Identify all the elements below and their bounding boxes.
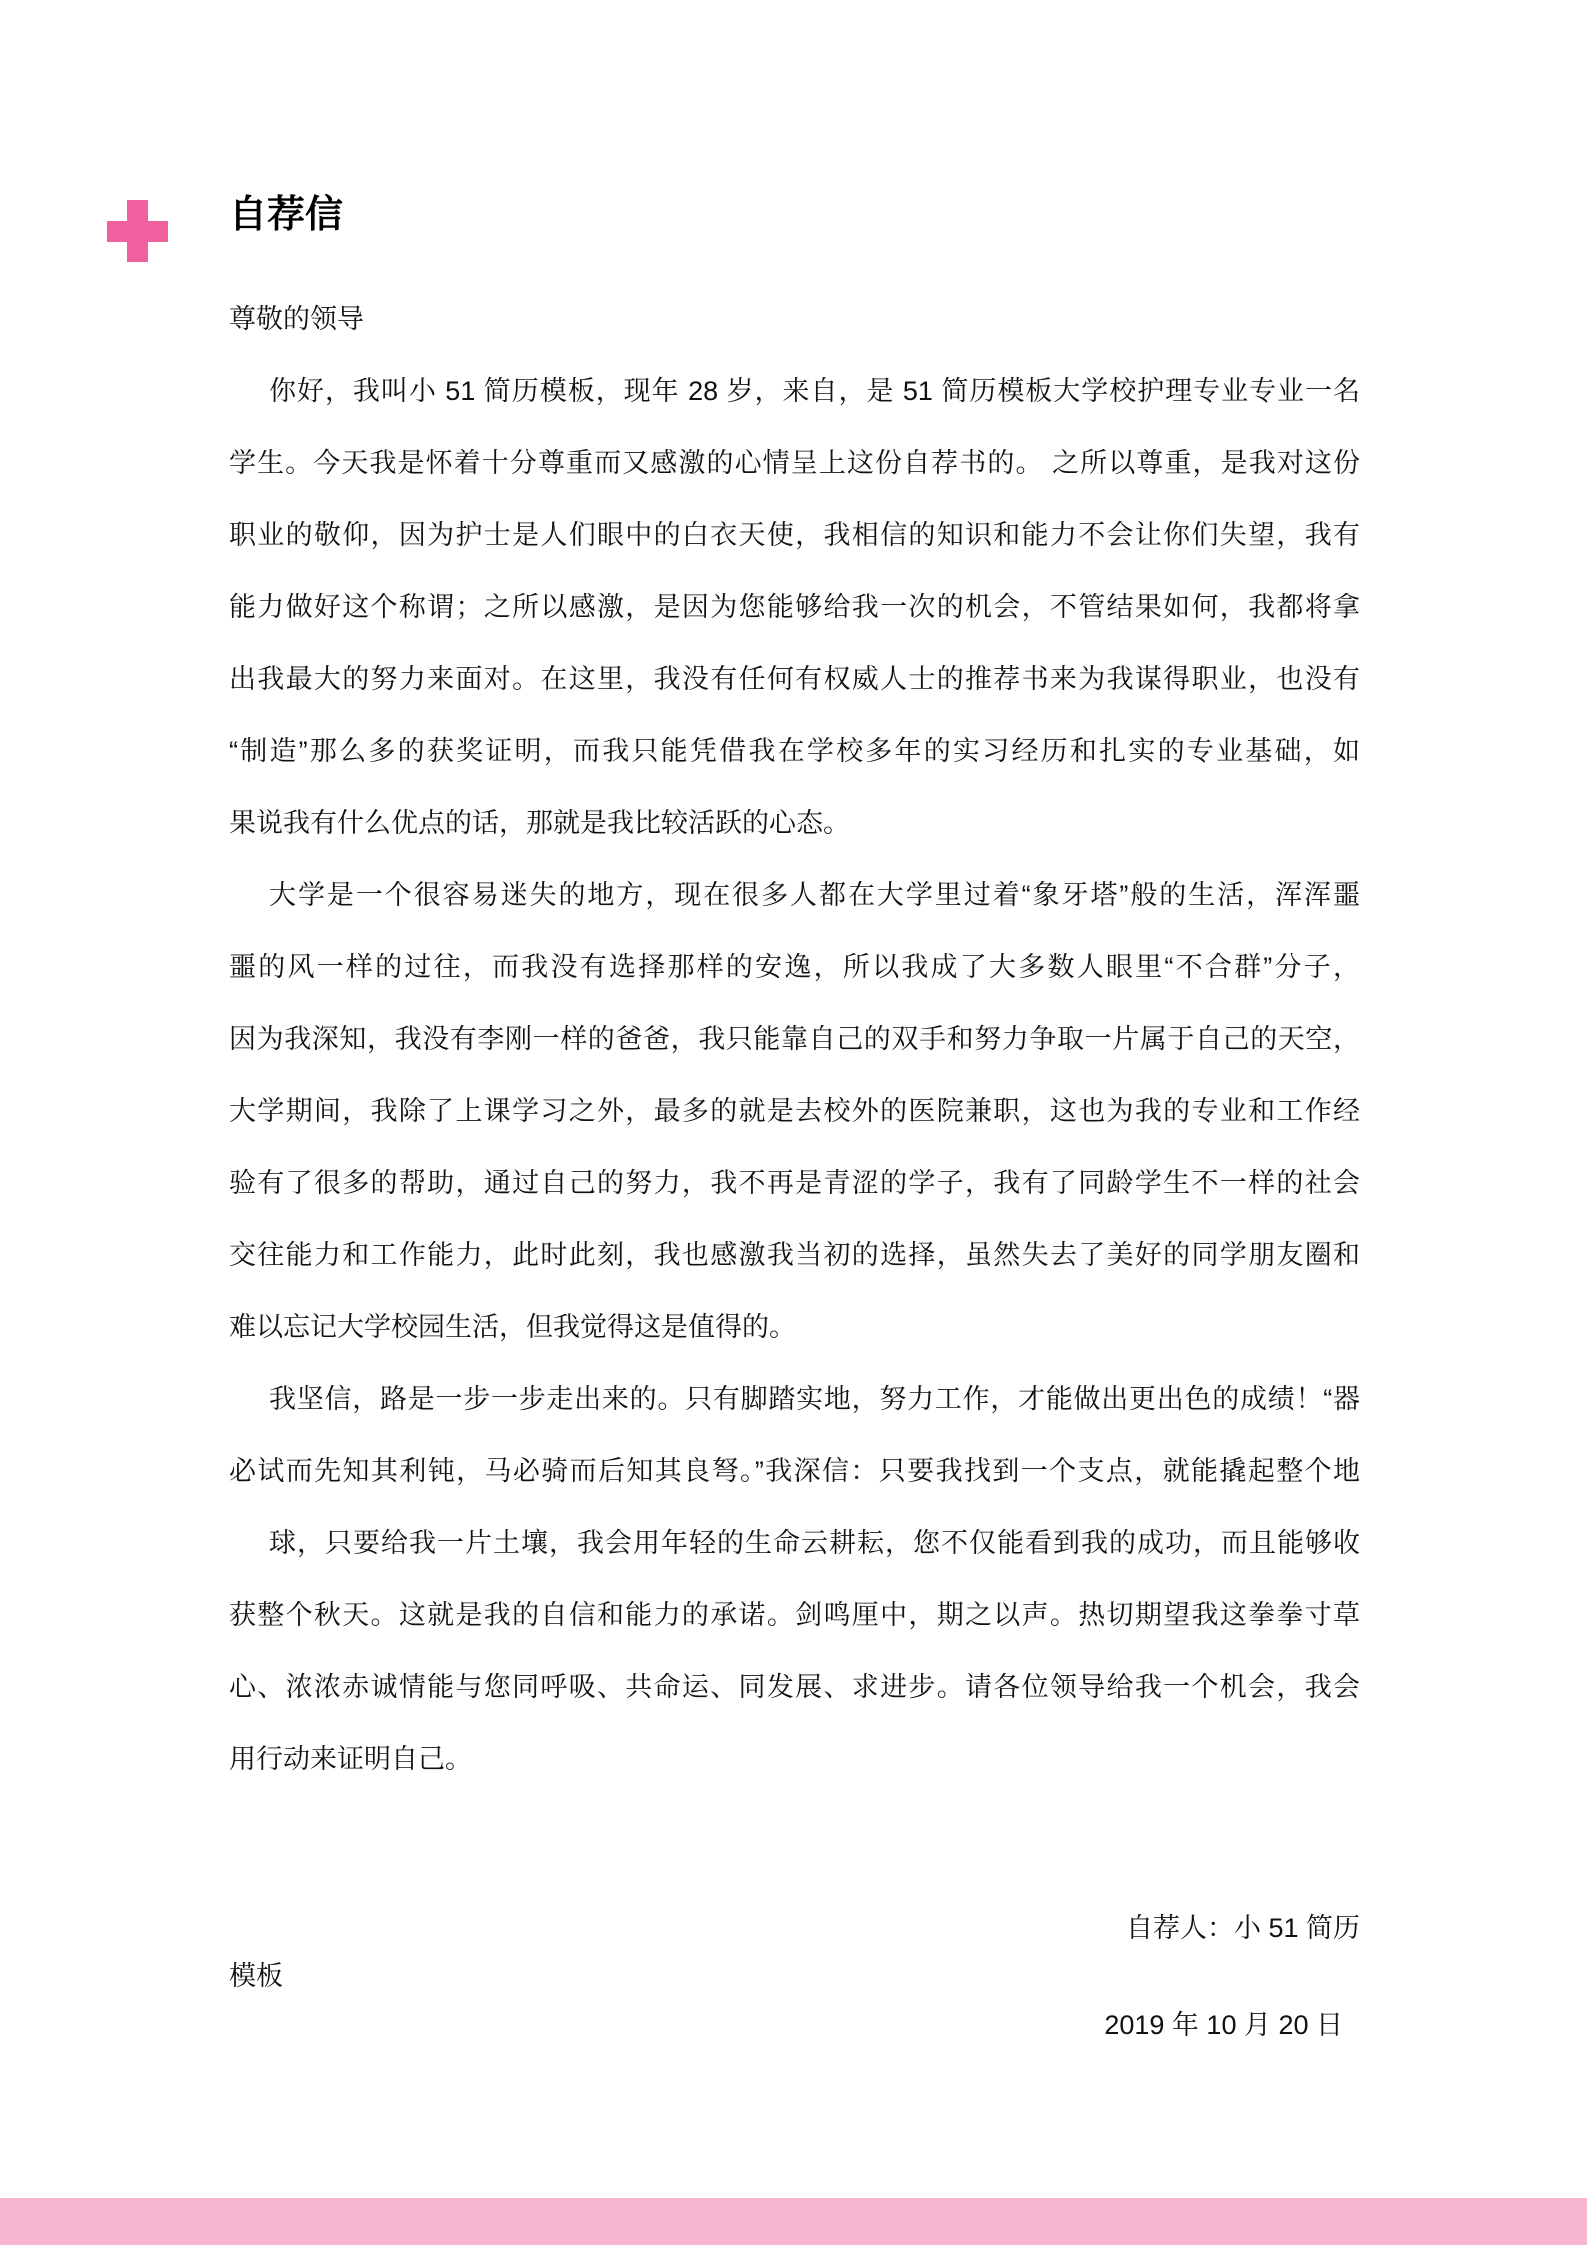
- paragraph-line: 果说我有什么优点的话，那就是我比较活跃的心态。: [229, 808, 850, 838]
- paragraph-line: 大学是一个很容易迷失的地方，现在很多人都在大学里过着“象牙塔”般的生活，浑浑噩: [269, 880, 1360, 910]
- paragraph-line: 球，只要给我一片土壤，我会用年轻的生命云耕耘，您不仅能看到我的成功，而且能够收: [269, 1528, 1360, 1558]
- greeting: 尊敬的领导: [229, 304, 364, 334]
- signature-signer-continuation: 模板: [229, 1961, 283, 1991]
- paragraph-line: 能力做好这个称谓；之所以感激，是因为您能够给我一次的机会，不管结果如何，我都将拿: [229, 592, 1360, 622]
- paragraph-3: [229, 1363, 1360, 1795]
- paragraph-line: 心、浓浓赤诚情能与您同呼吸、共命运、同发展、求进步。请各位领导给我一个机会，我会: [229, 1672, 1360, 1702]
- paragraph-line: 我坚信，路是一步一步走出来的。只有脚踏实地，努力工作，才能做出更出色的成绩！“器: [269, 1384, 1360, 1414]
- plus-cross-icon: [107, 200, 168, 262]
- paragraph-line: 验有了很多的帮助，通过自己的努力，我不再是青涩的学子，我有了同龄学生不一样的社会: [229, 1168, 1360, 1198]
- paragraph-1: [229, 355, 1360, 859]
- signature-signer: 自荐人：小 51 简历: [1125, 1913, 1360, 1943]
- paragraph-line: 大学期间，我除了上课学习之外，最多的就是去校外的医院兼职，这也为我的专业和工作经: [229, 1096, 1360, 1126]
- paragraph-line: 噩的风一样的过往，而我没有选择那样的安逸，所以我成了大多数人眼里“不合群”分子，: [229, 952, 1360, 982]
- paragraph-line: 必试而先知其利钝，马必骑而后知其良弩。”我深信：只要我找到一个支点，就能撬起整个地: [229, 1456, 1360, 1486]
- paragraph-line: 难以忘记大学校园生活，但我觉得这是值得的。: [229, 1312, 796, 1342]
- signature-date: 2019 年 10 月 20 日: [1104, 2010, 1343, 2040]
- paragraph-line: 你好，我叫小 51 简历模板，现年 28 岁，来自，是 51 简历模板大学校护理专业专业一名: [269, 376, 1360, 406]
- page-title: 自荐信: [229, 194, 344, 236]
- paragraph-line: 学生。今天我是怀着十分尊重而又感激的心情呈上这份自荐书的。 之所以尊重，是我对这份: [229, 448, 1360, 478]
- paragraph-line: 交往能力和工作能力，此时此刻，我也感激我当初的选择，虽然失去了美好的同学朋友圈和: [229, 1240, 1360, 1270]
- paragraph-line: 因为我深知，我没有李刚一样的爸爸，我只能靠自己的双手和努力争取一片属于自己的天空，: [229, 1024, 1360, 1054]
- paragraph-line: “制造”那么多的获奖证明，而我只能凭借我在学校多年的实习经历和扎实的专业基础，如: [229, 736, 1360, 766]
- paragraph-line: 用行动来证明自己。: [229, 1744, 472, 1774]
- paragraph-line: 职业的敬仰，因为护士是人们眼中的白衣天使，我相信的知识和能力不会让你们失望，我有: [229, 520, 1360, 550]
- paragraph-line: 获整个秋天。这就是我的自信和能力的承诺。剑鸣厘中，期之以声。热切期望我这拳拳寸草: [229, 1600, 1360, 1630]
- paragraph-2: [229, 859, 1360, 1363]
- paragraph-line: 出我最大的努力来面对。在这里，我没有任何有权威人士的推荐书来为我谋得职业，也没有: [229, 664, 1360, 694]
- letter-body: [229, 355, 1360, 1795]
- footer-band: [0, 2198, 1587, 2245]
- cross-horizontal-bar: [107, 221, 168, 242]
